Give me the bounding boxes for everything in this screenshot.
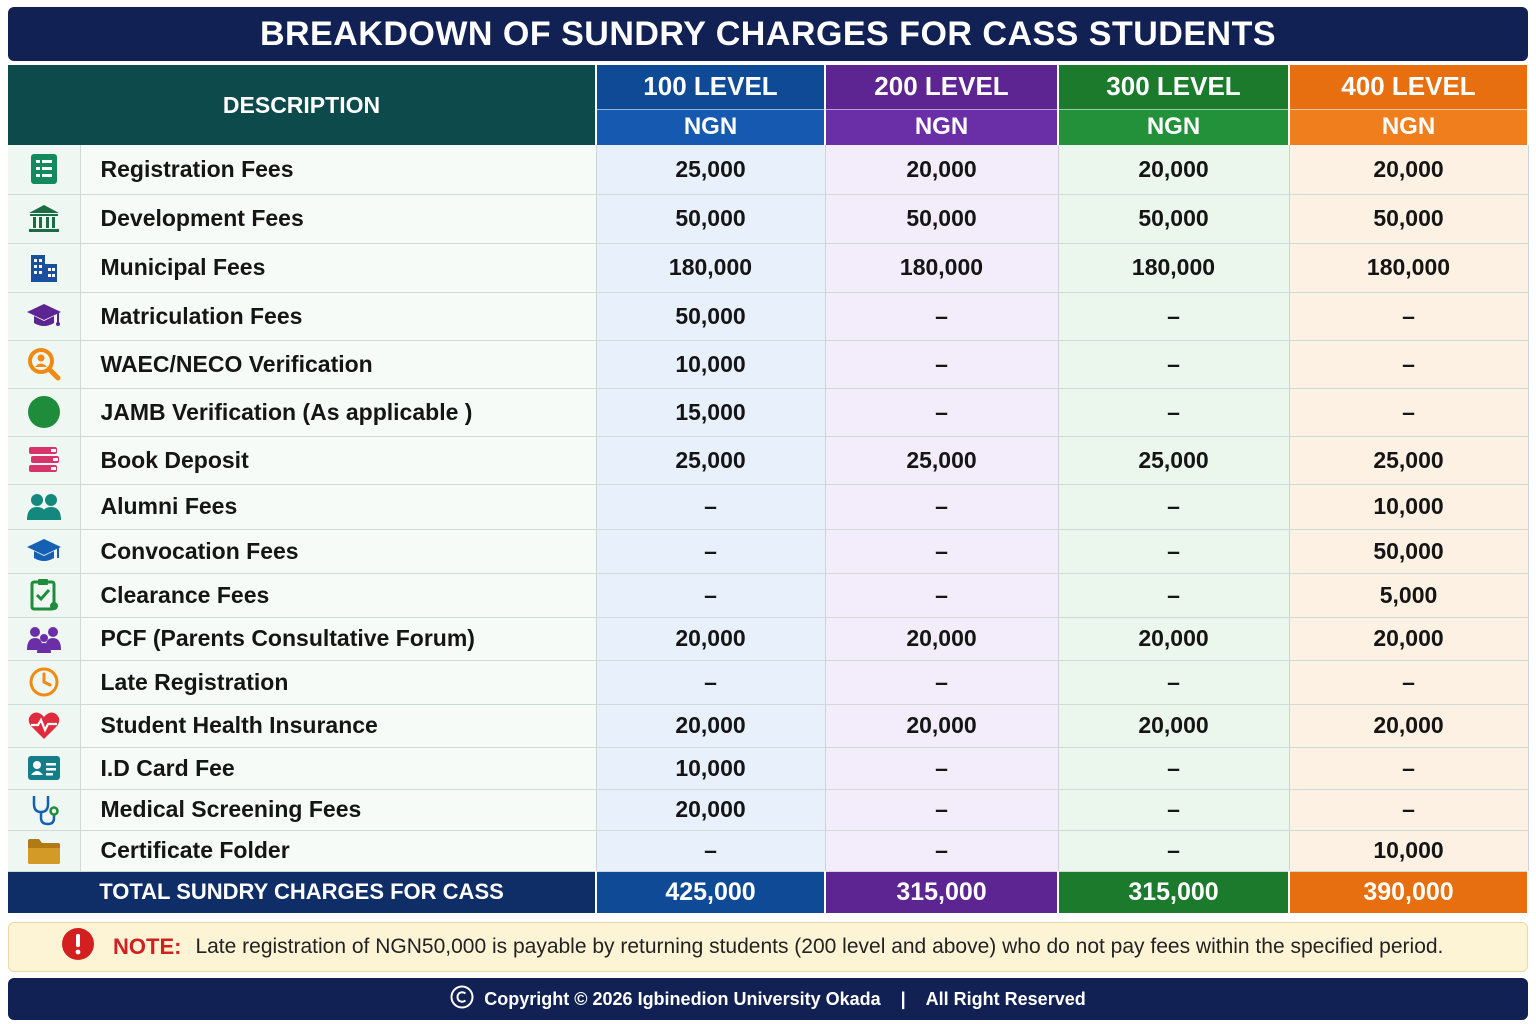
value-cell: 20,000 (1058, 145, 1289, 194)
stethoscope-icon (8, 789, 80, 830)
value-cell: – (596, 484, 825, 529)
row-label: Convocation Fees (80, 529, 596, 573)
table-row (8, 660, 1528, 704)
value-cell: – (1058, 747, 1289, 789)
parents-group-icon (8, 617, 80, 660)
value-cell: 180,000 (596, 243, 825, 292)
table-row (8, 388, 1528, 436)
bank-building-icon (8, 194, 80, 243)
copyright-text: Copyright © 2026 Igbinedion University Okada (484, 988, 881, 1009)
note-label: NOTE: (113, 934, 182, 959)
value-cell: 25,000 (596, 145, 825, 194)
value-cell: – (596, 830, 825, 871)
total-label: TOTAL SUNDRY CHARGES FOR CASS (8, 871, 596, 913)
exclamation-icon (61, 927, 95, 967)
row-label: Certificate Folder (80, 830, 596, 871)
row-label: PCF (Parents Consultative Forum) (80, 617, 596, 660)
value-cell: – (1289, 388, 1528, 436)
row-label: Book Deposit (80, 436, 596, 484)
value-cell: – (1058, 660, 1289, 704)
table-row (8, 789, 1528, 830)
value-cell: 20,000 (1289, 617, 1528, 660)
clipboard-check-icon (8, 573, 80, 617)
row-label: Student Health Insurance (80, 704, 596, 747)
table-row (8, 747, 1528, 789)
value-cell: 25,000 (1289, 436, 1528, 484)
id-card-icon (8, 747, 80, 789)
table-row (8, 617, 1528, 660)
row-label: Municipal Fees (80, 243, 596, 292)
value-cell: – (825, 292, 1058, 340)
total-value: 390,000 (1289, 871, 1528, 913)
value-cell: 25,000 (596, 436, 825, 484)
value-cell: – (1058, 830, 1289, 871)
value-cell: – (1289, 292, 1528, 340)
value-cell: 20,000 (1058, 617, 1289, 660)
value-cell: 20,000 (825, 145, 1058, 194)
value-cell: – (1058, 789, 1289, 830)
mortarboard-icon (8, 529, 80, 573)
currency-header: NGN (1058, 109, 1289, 145)
value-cell: 10,000 (1289, 484, 1528, 529)
description-header: DESCRIPTION (8, 65, 596, 145)
value-cell: 25,000 (825, 436, 1058, 484)
city-buildings-icon (8, 243, 80, 292)
value-cell: – (596, 573, 825, 617)
value-cell: – (825, 747, 1058, 789)
value-cell: – (596, 660, 825, 704)
value-cell: 180,000 (1058, 243, 1289, 292)
value-cell: – (1058, 573, 1289, 617)
row-label: Alumni Fees (80, 484, 596, 529)
row-label: I.D Card Fee (80, 747, 596, 789)
table-row (8, 340, 1528, 388)
value-cell: 50,000 (596, 194, 825, 243)
value-cell: 50,000 (1058, 194, 1289, 243)
row-label: Clearance Fees (80, 573, 596, 617)
value-cell: – (825, 529, 1058, 573)
table-row (8, 529, 1528, 573)
value-cell: – (1058, 340, 1289, 388)
level-200-header: 200 LEVEL (825, 65, 1058, 109)
row-label: Matriculation Fees (80, 292, 596, 340)
value-cell: – (1058, 388, 1289, 436)
level-300-header: 300 LEVEL (1058, 65, 1289, 109)
value-cell: 50,000 (1289, 194, 1528, 243)
table-row (8, 704, 1528, 747)
value-cell: – (596, 529, 825, 573)
value-cell: – (1058, 292, 1289, 340)
value-cell: 10,000 (1289, 830, 1528, 871)
value-cell: 50,000 (825, 194, 1058, 243)
value-cell: 20,000 (596, 789, 825, 830)
table-row (8, 194, 1528, 243)
magnifier-person-icon (8, 340, 80, 388)
total-value: 315,000 (1058, 871, 1289, 913)
row-label: JAMB Verification (As applicable ) (80, 388, 596, 436)
value-cell: – (825, 830, 1058, 871)
value-cell: – (1289, 747, 1528, 789)
row-label: Registration Fees (80, 145, 596, 194)
value-cell: 20,000 (596, 617, 825, 660)
currency-header: NGN (596, 109, 825, 145)
value-cell: – (1058, 529, 1289, 573)
footer-separator: | (900, 988, 906, 1009)
note-text: Late registration of NGN50,000 is payable by returning students (200 level and above) who do not pay fees within the specified period. (195, 935, 1444, 958)
value-cell: – (1289, 660, 1528, 704)
value-cell: 5,000 (1289, 573, 1528, 617)
value-cell: 180,000 (1289, 243, 1528, 292)
value-cell: 20,000 (1058, 704, 1289, 747)
value-cell: 25,000 (1058, 436, 1289, 484)
value-cell: 20,000 (596, 704, 825, 747)
registration-list-icon (8, 145, 80, 194)
value-cell: – (825, 340, 1058, 388)
row-label: Medical Screening Fees (80, 789, 596, 830)
value-cell: – (1289, 789, 1528, 830)
table-row (8, 573, 1528, 617)
value-cell: – (825, 573, 1058, 617)
note-box (8, 922, 1528, 972)
books-stack-icon (8, 436, 80, 484)
total-row (8, 871, 1528, 913)
footer (8, 978, 1528, 1020)
currency-header: NGN (825, 109, 1058, 145)
value-cell: – (825, 484, 1058, 529)
level-400-header: 400 LEVEL (1289, 65, 1528, 109)
table-row (8, 830, 1528, 871)
value-cell: 180,000 (825, 243, 1058, 292)
table-row (8, 243, 1528, 292)
value-cell: 50,000 (596, 292, 825, 340)
value-cell: 10,000 (596, 340, 825, 388)
value-cell: 10,000 (596, 747, 825, 789)
value-cell: – (825, 660, 1058, 704)
table-row (8, 145, 1528, 194)
level-100-header: 100 LEVEL (596, 65, 825, 109)
jamb-badge-icon (8, 388, 80, 436)
row-label: WAEC/NECO Verification (80, 340, 596, 388)
value-cell: – (1058, 484, 1289, 529)
heart-pulse-icon (8, 704, 80, 747)
table-row (8, 292, 1528, 340)
graduation-cap-icon (8, 292, 80, 340)
currency-header: NGN (1289, 109, 1528, 145)
total-value: 425,000 (596, 871, 825, 913)
value-cell: 20,000 (825, 617, 1058, 660)
value-cell: 50,000 (1289, 529, 1528, 573)
row-label: Late Registration (80, 660, 596, 704)
value-cell: – (1289, 340, 1528, 388)
page-title: BREAKDOWN OF SUNDRY CHARGES FOR CASS STUDENTS (8, 7, 1528, 61)
value-cell: 15,000 (596, 388, 825, 436)
value-cell: 20,000 (1289, 704, 1528, 747)
value-cell: 20,000 (1289, 145, 1528, 194)
clock-icon (8, 660, 80, 704)
rights-text: All Right Reserved (925, 988, 1086, 1009)
folder-icon (8, 830, 80, 871)
table-row (8, 484, 1528, 529)
sundry-charges-table (8, 65, 1529, 913)
value-cell: – (825, 789, 1058, 830)
copyright-icon (450, 985, 474, 1014)
row-label: Development Fees (80, 194, 596, 243)
people-group-icon (8, 484, 80, 529)
value-cell: – (825, 388, 1058, 436)
value-cell: 20,000 (825, 704, 1058, 747)
table-row (8, 436, 1528, 484)
total-value: 315,000 (825, 871, 1058, 913)
